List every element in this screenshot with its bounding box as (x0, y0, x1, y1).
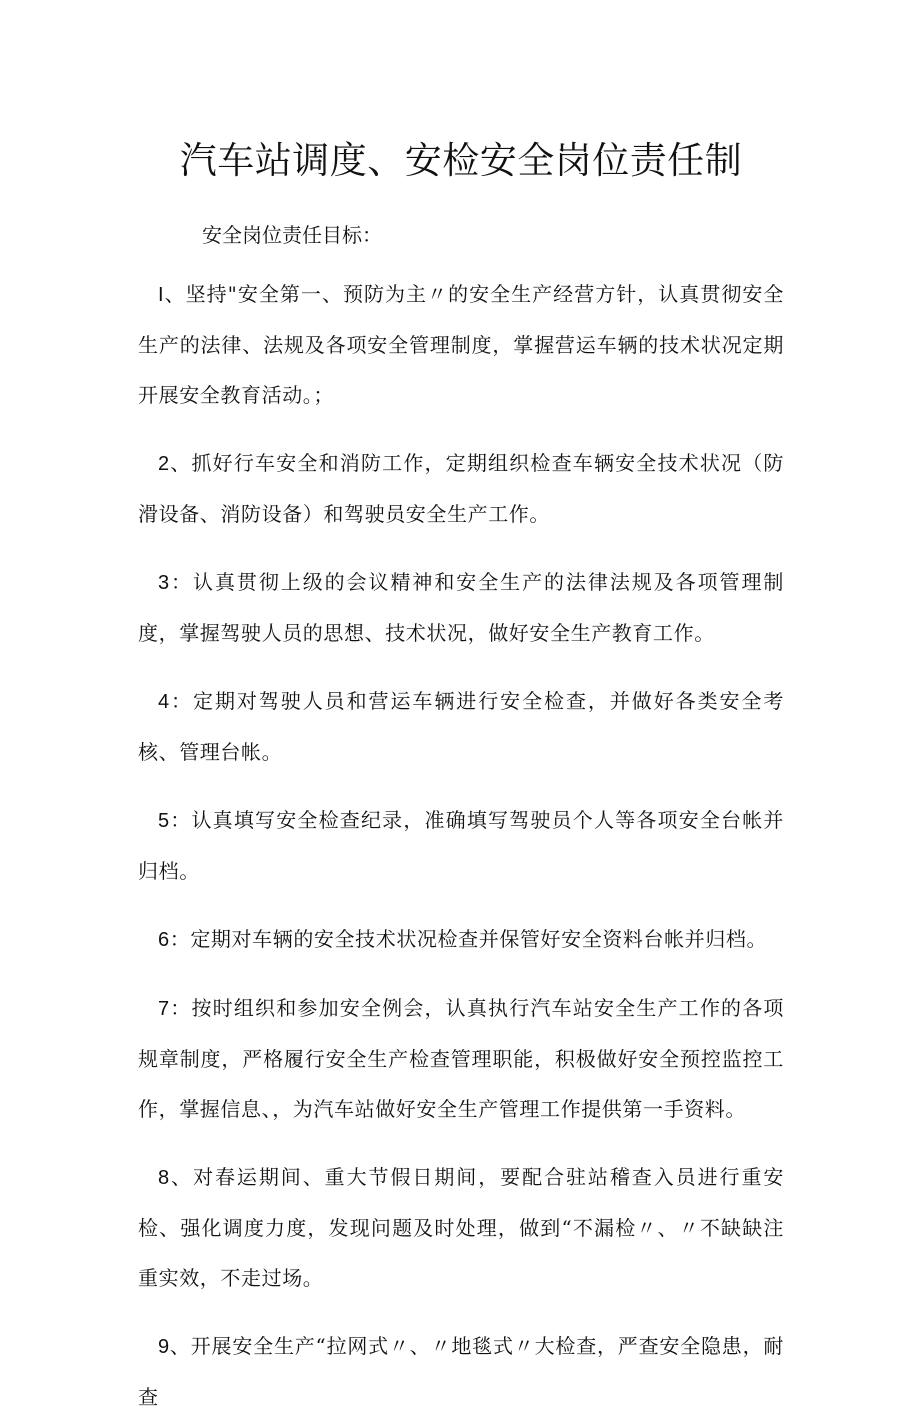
list-item (138, 795, 784, 896)
list-item (138, 1152, 784, 1303)
item-number: 5： (158, 810, 192, 832)
item-number: I、 (158, 284, 186, 306)
item-text: 定期对车辆的安全技术状况检查并保管好安全资料台帐并归档。 (190, 927, 768, 951)
item-text: 抓好行车安全和消防工作，定期组织检查车辆安全技术状况（防滑设备、消防设备）和驾驶员安全生产工作。 (138, 451, 784, 526)
document-subtitle: 安全岗位责任目标： (202, 223, 382, 247)
item-number: 6： (158, 929, 191, 951)
list-item (138, 676, 784, 777)
item-text: 开展安全生产“拉网式〃、〃地毯式〃大检查，严查安全隐患，耐查 (138, 1334, 785, 1409)
document-title: 汽车站调度、安检安全岗位责任制 (179, 139, 743, 182)
item-text: 认真贯彻上级的会议精神和安全生产的法律法规及各项管理制度，掌握驾驶人员的思想、技术状况，做好安全生产教育工作。 (138, 570, 784, 645)
list-item (138, 1321, 784, 1422)
item-number: 3： (158, 572, 193, 594)
item-text: 对春运期间、重大节假日期间，要配合驻站稽查入员进行重安检、强化调度力度，发现问题及时处理，做到“不漏检〃、〃不缺缺注重实效，不走过场。 (138, 1165, 784, 1290)
item-text: 坚持"安全第一、预防为主〃的安全生产经营方针，认真贯彻安全生产的法律、法规及各项安全管理制度，掌握营运车辆的技术状况定期开展安全教育活动。； (138, 282, 784, 407)
item-number: 8、 (158, 1167, 193, 1189)
list-item (138, 269, 784, 420)
item-text: 认真填写安全检查纪录，准确填写驾驶员个人等各项安全台帐并归档。 (138, 808, 784, 883)
item-number: 7： (158, 998, 192, 1020)
responsibility-list (138, 269, 784, 1422)
item-text: 按时组织和参加安全例会，认真执行汽车站安全生产工作的各项规章制度，严格履行安全生产检查管理职能，积极做好安全预控监控工作，掌握信息、，为汽车站做好安全生产管理工作提供第一手资料。 (138, 996, 784, 1121)
list-item (138, 438, 784, 539)
list-item (138, 557, 784, 658)
item-number: 9、 (158, 1336, 191, 1358)
item-text: 定期对驾驶人员和营运车辆进行安全检查，并做好各类安全考核、管理台帐。 (138, 689, 784, 764)
list-item (138, 914, 784, 965)
item-number: 2、 (158, 453, 192, 475)
list-item (138, 983, 784, 1134)
item-number: 4： (158, 691, 193, 713)
